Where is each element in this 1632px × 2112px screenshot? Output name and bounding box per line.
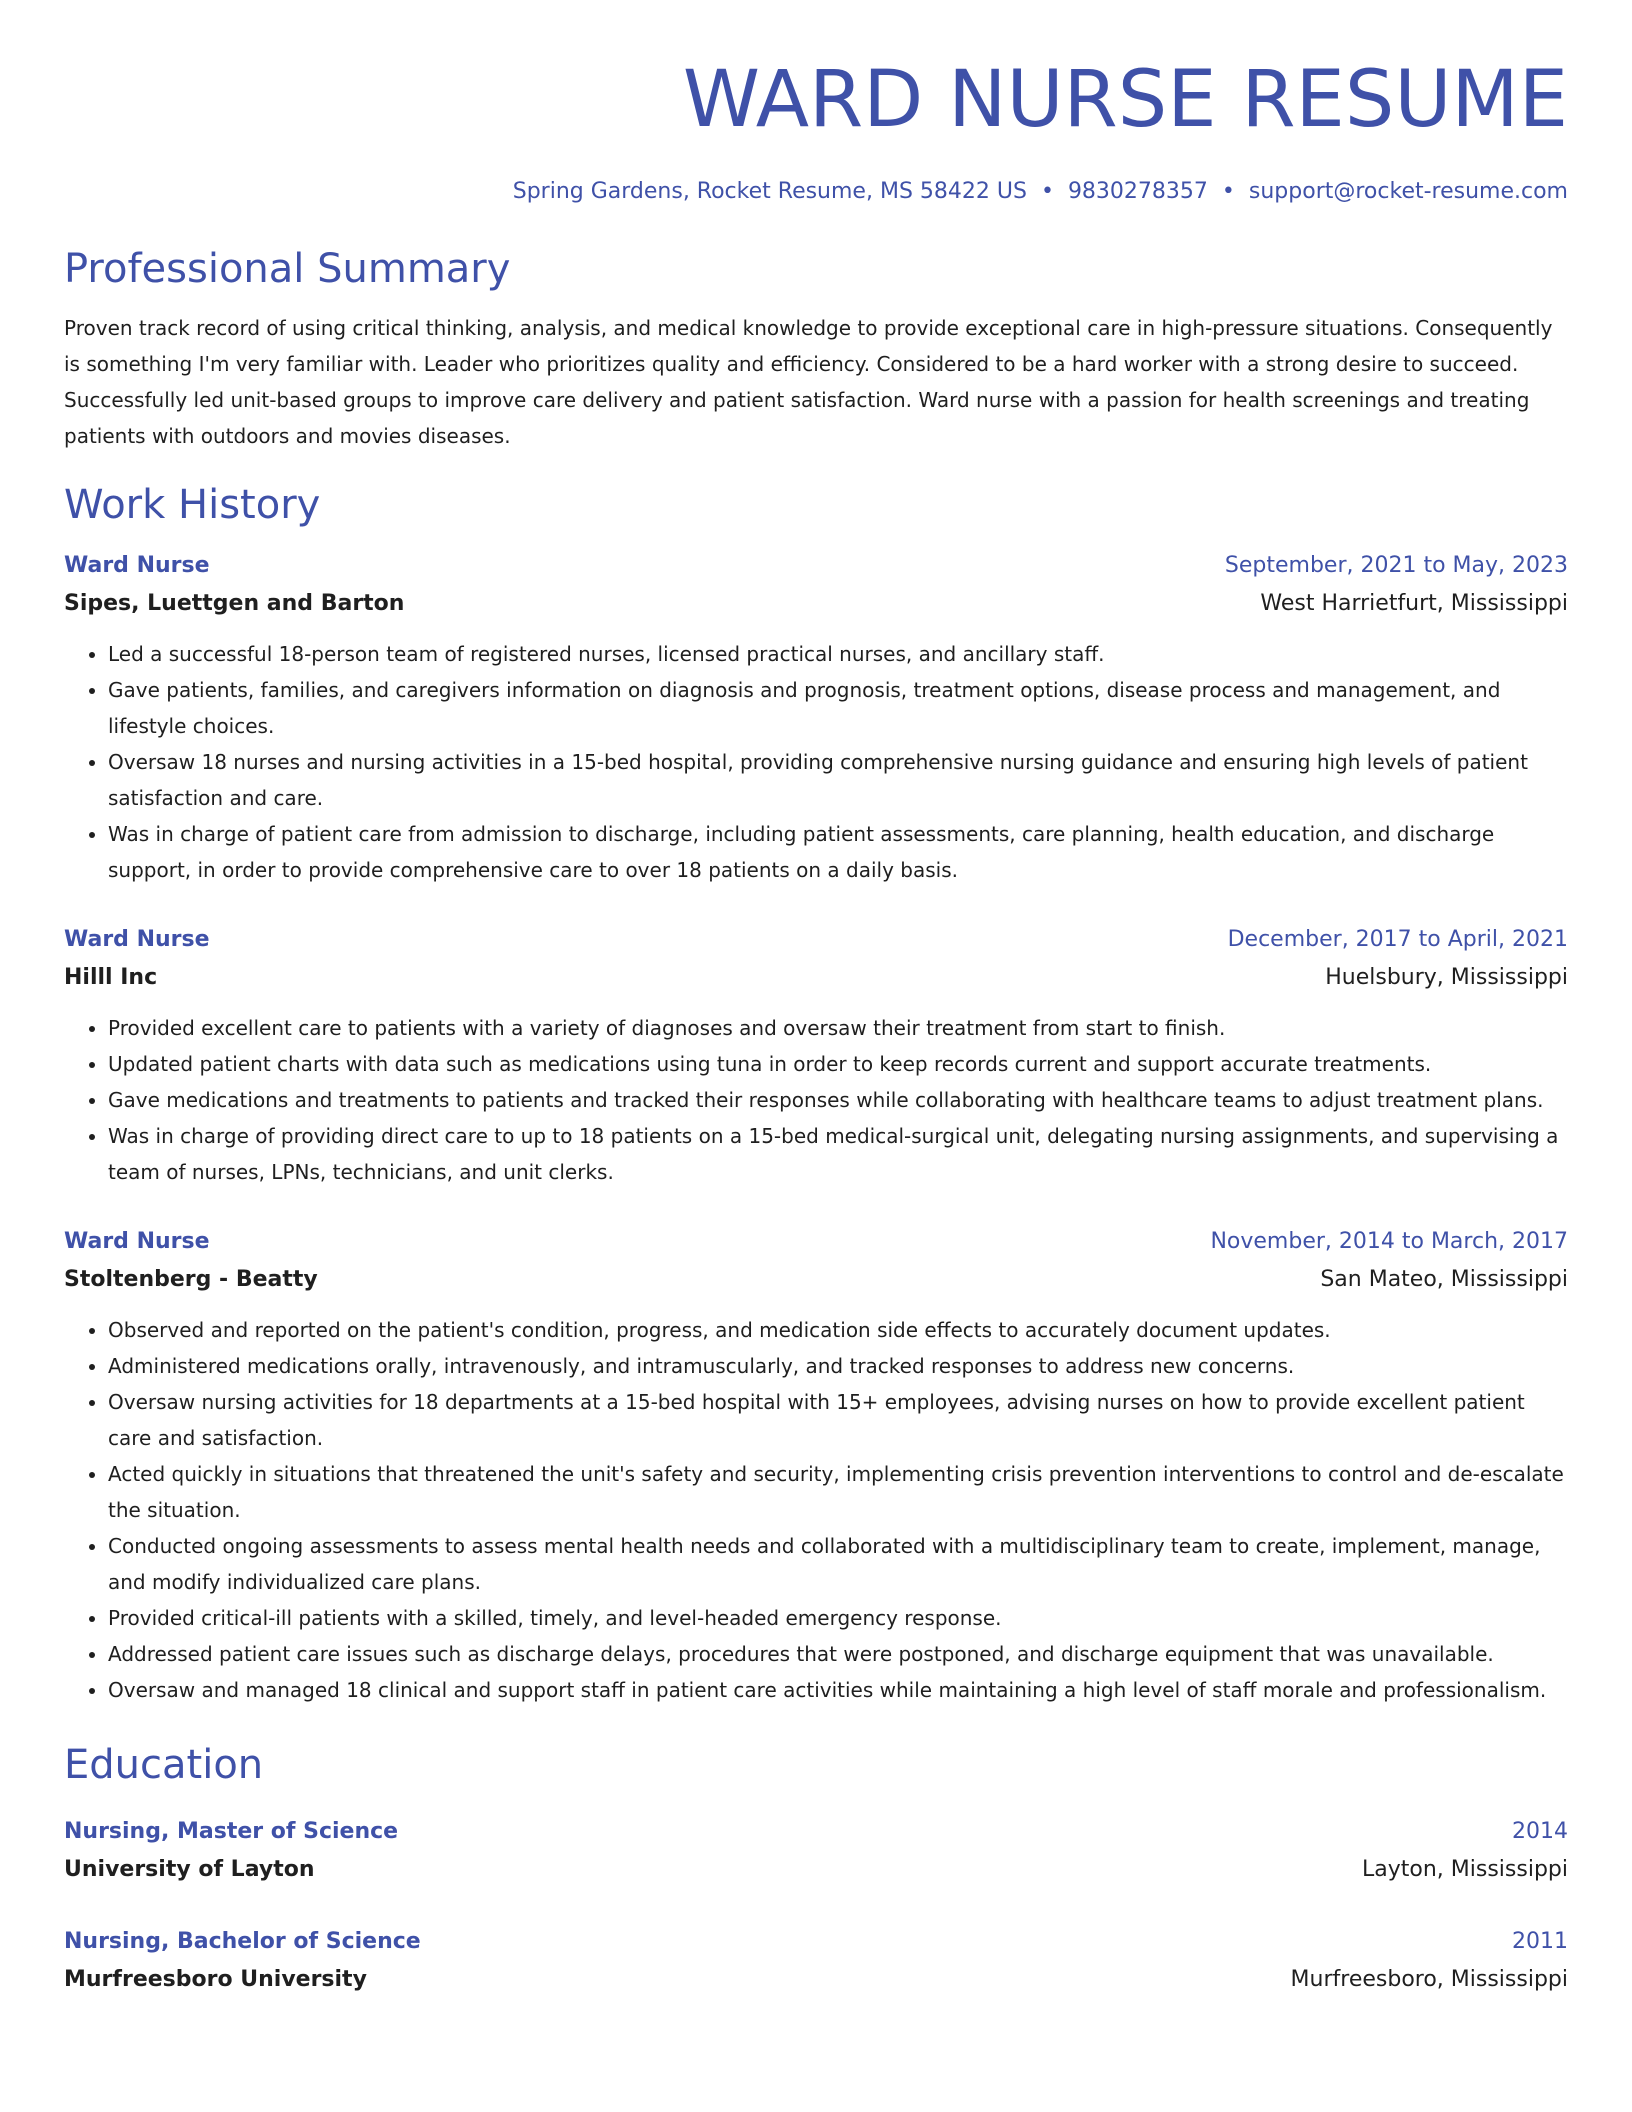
contact-phone: 9830278357 [1067, 179, 1208, 204]
job-company: Stoltenberg - Beatty [64, 1267, 318, 1292]
contact-email[interactable]: support@rocket-resume.com [1248, 179, 1568, 204]
job-company: Sipes, Luettgen and Barton [64, 591, 405, 616]
job-role: Ward Nurse [64, 927, 210, 952]
job-bullets [64, 1312, 1568, 1708]
job-bullet: • Oversaw 18 nurses and nursing activities in a 15-bed hospital, providing comprehensive nursing guidance and ensuring high levels of patient satisfaction and care. [108, 744, 1568, 816]
education-school: University of Layton [64, 1857, 315, 1882]
education-school: Murfreesboro University [64, 1967, 367, 1992]
job-bullet: • Oversaw nursing activities for 18 departments at a 15-bed hospital with 15+ employees, advising nurses on how to provide excellent patient care and satisfaction. [108, 1384, 1568, 1456]
education-header [64, 1814, 1568, 1850]
job-company: Hilll Inc [64, 965, 158, 990]
job-bullet: • Conducted ongoing assessments to assess mental health needs and collaborated with a multidisciplinary team to create, implement, manage, and modify individualized care plans. [108, 1528, 1568, 1600]
job-subheader [64, 958, 1568, 998]
job-subheader [64, 584, 1568, 624]
education-entry [64, 1814, 1568, 1890]
job-bullet: • Acted quickly in situations that threatened the unit's safety and security, implementing crisis prevention interventions to control and de-escalate the situation. [108, 1456, 1568, 1528]
education-location: Murfreesboro, Mississippi [1290, 1967, 1568, 1992]
work-history-heading: Work History [64, 482, 321, 528]
job-bullet: • Provided excellent care to patients with a variety of diagnoses and oversaw their treatment from start to finish. [108, 1010, 1568, 1046]
job-bullet: • Addressed patient care issues such as discharge delays, procedures that were postponed, and discharge equipment that was unavailable. [108, 1636, 1568, 1672]
job-location: West Harrietfurt, Mississippi [1260, 591, 1568, 616]
job-bullet: • Observed and reported on the patient's condition, progress, and medication side effects to accurately document updates. [108, 1312, 1568, 1348]
job-bullet: • Gave patients, families, and caregivers information on diagnosis and prognosis, treatment options, disease process and management, and lifestyle choices. [108, 672, 1568, 744]
contact-separator: • [1040, 179, 1054, 204]
education-entry [64, 1924, 1568, 2000]
education-year: 2011 [1512, 1929, 1568, 1954]
job-bullets [64, 1010, 1568, 1190]
education-heading: Education [64, 1742, 264, 1788]
education-location: Layton, Mississippi [1362, 1857, 1568, 1882]
summary-heading: Professional Summary [64, 246, 511, 292]
job-bullet: • Provided critical-ill patients with a skilled, timely, and level-headed emergency response. [108, 1600, 1568, 1636]
education-degree: Nursing, Master of Science [64, 1819, 399, 1844]
resume-header [64, 52, 1568, 206]
resume-title: WARD NURSE RESUME [682, 55, 1568, 145]
job-role: Ward Nurse [64, 1229, 210, 1254]
education-subheader [64, 1850, 1568, 1890]
job-bullet: • Gave medications and treatments to patients and tracked their responses while collaborating with healthcare teams to adjust treatment plans. [108, 1082, 1568, 1118]
job-bullet: • Updated patient charts with data such as medications using tuna in order to keep records current and support accurate treatments. [108, 1046, 1568, 1082]
job-dates: September, 2021 to May, 2023 [1224, 553, 1568, 578]
job-bullet: • Led a successful 18-person team of registered nurses, licensed practical nurses, and ancillary staff. [108, 636, 1568, 672]
job-bullet: • Was in charge of patient care from admission to discharge, including patient assessments, care planning, health education, and discharge support, in order to provide comprehensive care to over 18 patients on a daily basis. [108, 816, 1568, 888]
job-entry [64, 1224, 1568, 1708]
job-subheader [64, 1260, 1568, 1300]
job-header [64, 922, 1568, 958]
job-bullets [64, 636, 1568, 888]
contact-separator: • [1221, 179, 1235, 204]
job-dates: December, 2017 to April, 2021 [1227, 927, 1568, 952]
contact-line [64, 178, 1568, 206]
job-entry [64, 922, 1568, 1190]
education-subheader [64, 1960, 1568, 2000]
job-header [64, 1224, 1568, 1260]
education-year: 2014 [1512, 1819, 1568, 1844]
job-bullet: • Was in charge of providing direct care to up to 18 patients on a 15-bed medical-surgical unit, delegating nursing assignments, and supervising a team of nurses, LPNs, technicians, and unit clerks. [108, 1118, 1568, 1190]
job-role: Ward Nurse [64, 553, 210, 578]
contact-address: Spring Gardens, Rocket Resume, MS 58422 US [512, 179, 1027, 204]
job-dates: November, 2014 to March, 2017 [1210, 1229, 1568, 1254]
job-entry [64, 548, 1568, 888]
education-degree: Nursing, Bachelor of Science [64, 1929, 421, 1954]
job-bullet: • Oversaw and managed 18 clinical and support staff in patient care activities while maintaining a high level of staff morale and professionalism. [108, 1672, 1568, 1708]
summary-text: Proven track record of using critical thinking, analysis, and medical knowledge to provide exceptional care in high-pressure situations. Consequently is something I'm very familiar with. Leader who prioritizes quality and efficiency. Considered to be a hard worker with a strong desire to succeed. Successfully led unit-based groups to improve care delivery and patient satisfaction. Ward nurse with a passion for health screenings and treating patients with outdoors and movies diseases. [64, 316, 1553, 448]
job-location: San Mateo, Mississippi [1320, 1267, 1568, 1292]
job-bullet: • Administered medications orally, intravenously, and intramuscularly, and tracked responses to address new concerns. [108, 1348, 1568, 1384]
job-header [64, 548, 1568, 584]
education-header [64, 1924, 1568, 1960]
job-location: Huelsbury, Mississippi [1325, 965, 1568, 990]
